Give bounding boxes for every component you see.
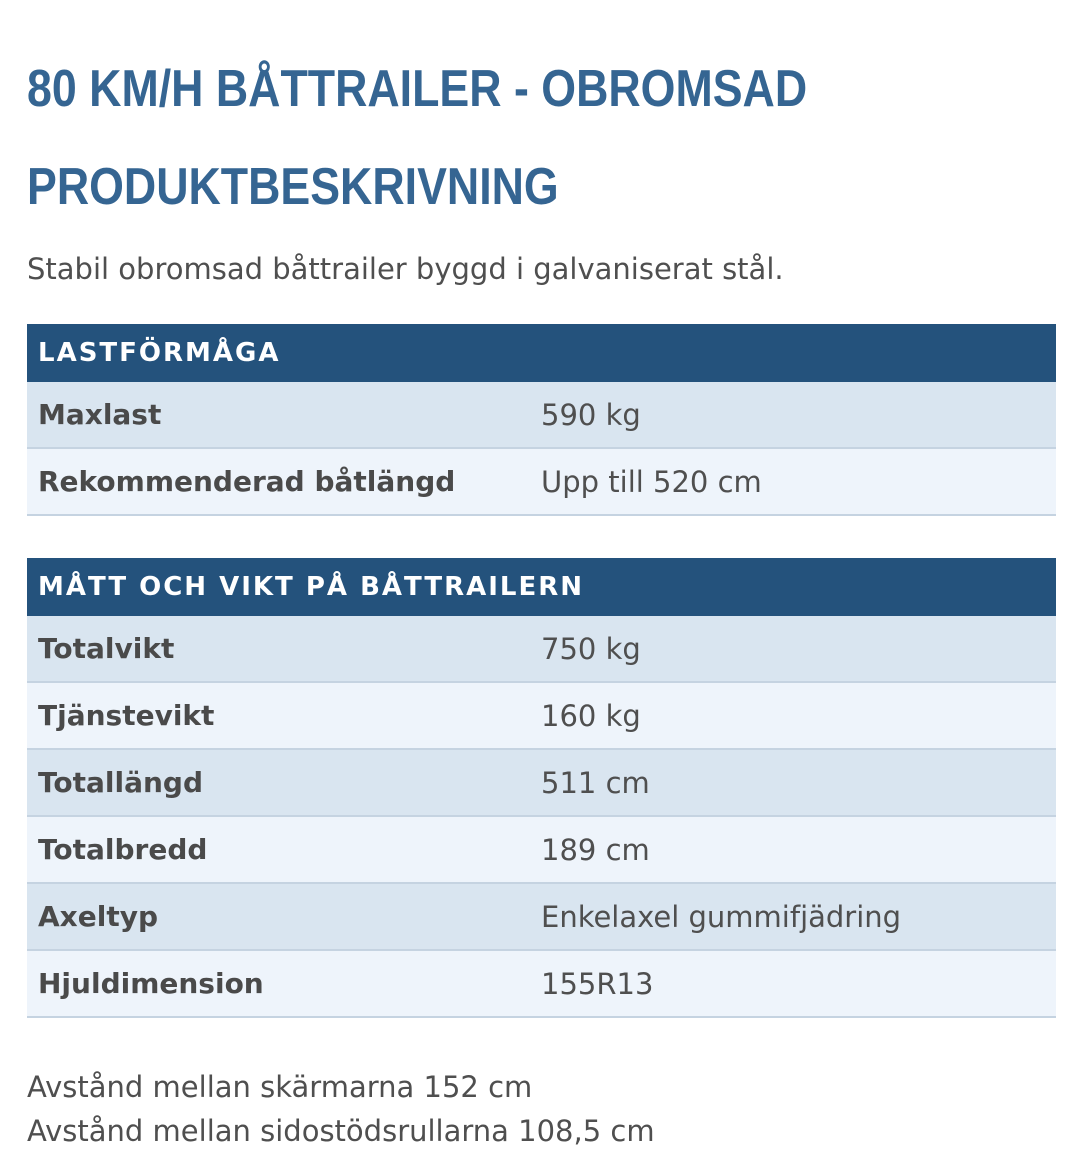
note-roller-distance: Avstånd mellan sidostödsrullarna 108,5 cm	[27, 1114, 655, 1148]
intro-text: Stabil obromsad båttrailer byggd i galvaniserat stål.	[27, 252, 784, 286]
row-label: Hjuldimension	[38, 967, 264, 1000]
spec-table-dimensions	[27, 558, 1056, 1018]
table-row	[27, 683, 1056, 750]
row-value: 189 cm	[541, 832, 650, 867]
table-row	[27, 750, 1056, 817]
table-row	[27, 616, 1056, 683]
row-label: Maxlast	[38, 398, 162, 431]
row-value: Enkelaxel gummifjädring	[541, 899, 902, 934]
page-title: 80 KM/H BÅTTRAILER - OBROMSAD	[27, 60, 808, 118]
table-row	[27, 951, 1056, 1018]
row-value: 750 kg	[541, 631, 641, 666]
row-label: Tjänstevikt	[38, 699, 215, 732]
row-label: Axeltyp	[38, 900, 158, 933]
row-label: Totalvikt	[38, 632, 175, 665]
row-label: Totalbredd	[38, 833, 208, 866]
note-fender-distance: Avstånd mellan skärmarna 152 cm	[27, 1070, 533, 1104]
table-row	[27, 449, 1056, 516]
table-row	[27, 382, 1056, 449]
notes	[27, 1065, 655, 1153]
row-value: 160 kg	[541, 698, 641, 733]
row-label: Totallängd	[38, 766, 204, 799]
row-value: 155R13	[541, 966, 654, 1001]
row-value: 511 cm	[541, 765, 650, 800]
row-value: Upp till 520 cm	[541, 464, 762, 499]
table-row	[27, 817, 1056, 884]
table-row	[27, 884, 1056, 951]
table-header: LASTFÖRMÅGA	[27, 324, 1056, 382]
spec-table-capacity	[27, 324, 1056, 516]
row-value: 590 kg	[541, 397, 641, 432]
section-title: PRODUKTBESKRIVNING	[27, 158, 559, 216]
row-label: Rekommenderad båtlängd	[38, 465, 456, 498]
table-header: MÅTT OCH VIKT PÅ BÅTTRAILERN	[27, 558, 1056, 616]
